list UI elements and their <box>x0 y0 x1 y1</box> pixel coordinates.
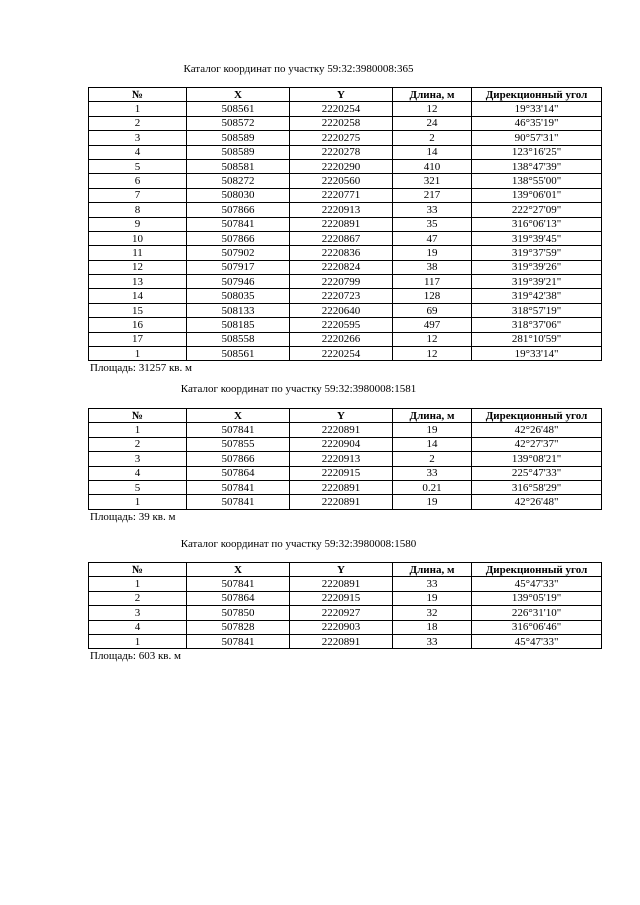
coordinates-table <box>88 87 602 361</box>
cell-number: 6 <box>89 174 187 188</box>
header-y: Y <box>290 409 393 423</box>
cell-angle: 42°27'37" <box>472 437 602 451</box>
table-row <box>89 217 602 231</box>
cell-x: 508558 <box>187 332 290 346</box>
cell-number: 13 <box>89 275 187 289</box>
cell-angle: 319°37'59" <box>472 246 602 260</box>
header-x: X <box>187 563 290 577</box>
catalog-section <box>88 87 601 375</box>
cell-angle: 319°39'21" <box>472 275 602 289</box>
cell-number: 2 <box>89 591 187 605</box>
table-row <box>89 423 602 437</box>
catalog-title: Каталог координат по участку 59:32:3980008:1581 <box>180 383 417 395</box>
header-x: X <box>187 409 290 423</box>
cell-x: 507946 <box>187 275 290 289</box>
cell-number: 1 <box>89 634 187 648</box>
cell-x: 507864 <box>187 591 290 605</box>
cell-x: 508133 <box>187 303 290 317</box>
cell-length: 128 <box>393 289 472 303</box>
cell-angle: 318°57'19" <box>472 303 602 317</box>
cell-angle: 316°58'29" <box>472 480 602 494</box>
cell-number: 1 <box>89 423 187 437</box>
catalog-section <box>88 408 601 524</box>
cell-x: 507866 <box>187 203 290 217</box>
cell-y: 2220799 <box>290 275 393 289</box>
cell-number: 4 <box>89 466 187 480</box>
table-row <box>89 318 602 332</box>
cell-x: 508572 <box>187 116 290 130</box>
cell-angle: 318°37'06" <box>472 318 602 332</box>
cell-y: 2220891 <box>290 423 393 437</box>
cell-length: 2 <box>393 131 472 145</box>
cell-angle: 19°33'14" <box>472 347 602 361</box>
cell-y: 2220560 <box>290 174 393 188</box>
cell-length: 117 <box>393 275 472 289</box>
cell-x: 507841 <box>187 577 290 591</box>
coordinates-table <box>88 408 602 510</box>
cell-x: 507864 <box>187 466 290 480</box>
cell-x: 507866 <box>187 231 290 245</box>
cell-angle: 139°08'21" <box>472 452 602 466</box>
cell-number: 5 <box>89 480 187 494</box>
table-header-row <box>89 88 602 102</box>
area-label: Площадь: 39 кв. м <box>90 510 176 523</box>
cell-number: 3 <box>89 131 187 145</box>
table-body <box>89 102 602 361</box>
cell-number: 3 <box>89 452 187 466</box>
cell-angle: 222°27'09" <box>472 203 602 217</box>
cell-number: 2 <box>89 116 187 130</box>
cell-number: 8 <box>89 203 187 217</box>
table-body <box>89 577 602 649</box>
cell-x: 507841 <box>187 480 290 494</box>
cell-y: 2220903 <box>290 620 393 634</box>
cell-x: 507841 <box>187 217 290 231</box>
cell-length: 33 <box>393 634 472 648</box>
cell-length: 12 <box>393 347 472 361</box>
cell-number: 9 <box>89 217 187 231</box>
cell-angle: 319°39'26" <box>472 260 602 274</box>
area-label: Площадь: 31257 кв. м <box>90 362 192 375</box>
catalog-title: Каталог координат по участку 59:32:3980008:1580 <box>180 538 417 550</box>
cell-angle: 123°16'25" <box>472 145 602 159</box>
table-row <box>89 289 602 303</box>
cell-angle: 281°10'59" <box>472 332 602 346</box>
cell-length: 19 <box>393 495 472 509</box>
cell-angle: 226°31'10" <box>472 606 602 620</box>
table-row <box>89 116 602 130</box>
cell-angle: 225°47'33" <box>472 466 602 480</box>
table-header-row <box>89 563 602 577</box>
header-angle: Дирекционный угол <box>472 88 602 102</box>
cell-y: 2220278 <box>290 145 393 159</box>
cell-length: 12 <box>393 332 472 346</box>
cell-length: 33 <box>393 577 472 591</box>
cell-angle: 316°06'46" <box>472 620 602 634</box>
table-row <box>89 452 602 466</box>
cell-length: 14 <box>393 437 472 451</box>
cell-number: 4 <box>89 620 187 634</box>
cell-x: 507902 <box>187 246 290 260</box>
coordinates-table <box>88 562 602 649</box>
cell-number: 7 <box>89 188 187 202</box>
table-row <box>89 188 602 202</box>
cell-angle: 45°47'33" <box>472 577 602 591</box>
table-row <box>89 606 602 620</box>
cell-y: 2220836 <box>290 246 393 260</box>
cell-length: 19 <box>393 591 472 605</box>
cell-y: 2220258 <box>290 116 393 130</box>
table-row <box>89 577 602 591</box>
table-row <box>89 131 602 145</box>
cell-length: 35 <box>393 217 472 231</box>
cell-number: 5 <box>89 159 187 173</box>
table-row <box>89 634 602 648</box>
cell-number: 2 <box>89 437 187 451</box>
cell-number: 15 <box>89 303 187 317</box>
table-row <box>89 145 602 159</box>
table-row <box>89 437 602 451</box>
cell-number: 17 <box>89 332 187 346</box>
cell-number: 11 <box>89 246 187 260</box>
cell-y: 2220867 <box>290 231 393 245</box>
cell-number: 1 <box>89 577 187 591</box>
cell-x: 508185 <box>187 318 290 332</box>
cell-length: 18 <box>393 620 472 634</box>
cell-x: 507841 <box>187 634 290 648</box>
cell-y: 2220254 <box>290 102 393 116</box>
table-row <box>89 275 602 289</box>
cell-length: 38 <box>393 260 472 274</box>
header-y: Y <box>290 563 393 577</box>
cell-y: 2220927 <box>290 606 393 620</box>
table-body <box>89 423 602 509</box>
table-row <box>89 174 602 188</box>
cell-angle: 19°33'14" <box>472 102 602 116</box>
table-row <box>89 231 602 245</box>
table-header-row <box>89 409 602 423</box>
cell-x: 508581 <box>187 159 290 173</box>
cell-y: 2220771 <box>290 188 393 202</box>
cell-x: 507866 <box>187 452 290 466</box>
cell-length: 19 <box>393 423 472 437</box>
header-y: Y <box>290 88 393 102</box>
cell-angle: 319°42'38" <box>472 289 602 303</box>
cell-x: 508589 <box>187 145 290 159</box>
cell-length: 33 <box>393 203 472 217</box>
cell-x: 508030 <box>187 188 290 202</box>
cell-length: 19 <box>393 246 472 260</box>
cell-y: 2220915 <box>290 466 393 480</box>
cell-x: 508561 <box>187 347 290 361</box>
cell-y: 2220254 <box>290 347 393 361</box>
cell-y: 2220891 <box>290 634 393 648</box>
cell-number: 14 <box>89 289 187 303</box>
cell-angle: 139°05'19" <box>472 591 602 605</box>
cell-number: 12 <box>89 260 187 274</box>
cell-y: 2220640 <box>290 303 393 317</box>
cell-y: 2220275 <box>290 131 393 145</box>
cell-length: 69 <box>393 303 472 317</box>
cell-angle: 139°06'01" <box>472 188 602 202</box>
table-row <box>89 495 602 509</box>
header-length: Длина, м <box>393 563 472 577</box>
table-row <box>89 332 602 346</box>
cell-x: 507917 <box>187 260 290 274</box>
cell-y: 2220891 <box>290 480 393 494</box>
cell-length: 47 <box>393 231 472 245</box>
cell-number: 1 <box>89 102 187 116</box>
cell-angle: 42°26'48" <box>472 423 602 437</box>
cell-number: 1 <box>89 495 187 509</box>
table-row <box>89 159 602 173</box>
cell-number: 10 <box>89 231 187 245</box>
cell-length: 12 <box>393 102 472 116</box>
catalog-section <box>88 562 601 663</box>
header-length: Длина, м <box>393 409 472 423</box>
cell-x: 508561 <box>187 102 290 116</box>
cell-y: 2220891 <box>290 577 393 591</box>
cell-length: 33 <box>393 466 472 480</box>
cell-angle: 138°55'00" <box>472 174 602 188</box>
header-angle: Дирекционный угол <box>472 409 602 423</box>
table-row <box>89 480 602 494</box>
cell-length: 0.21 <box>393 480 472 494</box>
cell-length: 410 <box>393 159 472 173</box>
cell-number: 1 <box>89 347 187 361</box>
cell-length: 2 <box>393 452 472 466</box>
table-row <box>89 260 602 274</box>
cell-x: 507841 <box>187 495 290 509</box>
cell-y: 2220913 <box>290 452 393 466</box>
cell-angle: 316°06'13" <box>472 217 602 231</box>
cell-x: 507855 <box>187 437 290 451</box>
table-row <box>89 591 602 605</box>
cell-y: 2220913 <box>290 203 393 217</box>
cell-y: 2220824 <box>290 260 393 274</box>
table-row <box>89 620 602 634</box>
header-x: X <box>187 88 290 102</box>
cell-y: 2220266 <box>290 332 393 346</box>
area-label: Площадь: 603 кв. м <box>90 650 181 663</box>
table-row <box>89 303 602 317</box>
cell-angle: 42°26'48" <box>472 495 602 509</box>
cell-length: 14 <box>393 145 472 159</box>
cell-angle: 45°47'33" <box>472 634 602 648</box>
cell-x: 507850 <box>187 606 290 620</box>
cell-x: 507828 <box>187 620 290 634</box>
table-row <box>89 203 602 217</box>
cell-y: 2220891 <box>290 217 393 231</box>
cell-x: 508035 <box>187 289 290 303</box>
cell-x: 508589 <box>187 131 290 145</box>
cell-y: 2220723 <box>290 289 393 303</box>
cell-angle: 319°39'45" <box>472 231 602 245</box>
table-row <box>89 102 602 116</box>
cell-y: 2220595 <box>290 318 393 332</box>
cell-y: 2220290 <box>290 159 393 173</box>
cell-length: 321 <box>393 174 472 188</box>
cell-y: 2220891 <box>290 495 393 509</box>
header-number: № <box>89 409 187 423</box>
cell-y: 2220904 <box>290 437 393 451</box>
header-number: № <box>89 563 187 577</box>
cell-y: 2220915 <box>290 591 393 605</box>
cell-length: 32 <box>393 606 472 620</box>
header-angle: Дирекционный угол <box>472 563 602 577</box>
header-number: № <box>89 88 187 102</box>
cell-number: 3 <box>89 606 187 620</box>
cell-angle: 90°57'31" <box>472 131 602 145</box>
catalog-title: Каталог координат по участку 59:32:3980008:365 <box>183 63 414 75</box>
cell-angle: 46°35'19" <box>472 116 602 130</box>
cell-number: 4 <box>89 145 187 159</box>
header-length: Длина, м <box>393 88 472 102</box>
cell-number: 16 <box>89 318 187 332</box>
cell-length: 497 <box>393 318 472 332</box>
cell-length: 24 <box>393 116 472 130</box>
cell-x: 507841 <box>187 423 290 437</box>
cell-x: 508272 <box>187 174 290 188</box>
table-row <box>89 466 602 480</box>
table-row <box>89 246 602 260</box>
cell-length: 217 <box>393 188 472 202</box>
table-row <box>89 347 602 361</box>
cell-angle: 138°47'39" <box>472 159 602 173</box>
